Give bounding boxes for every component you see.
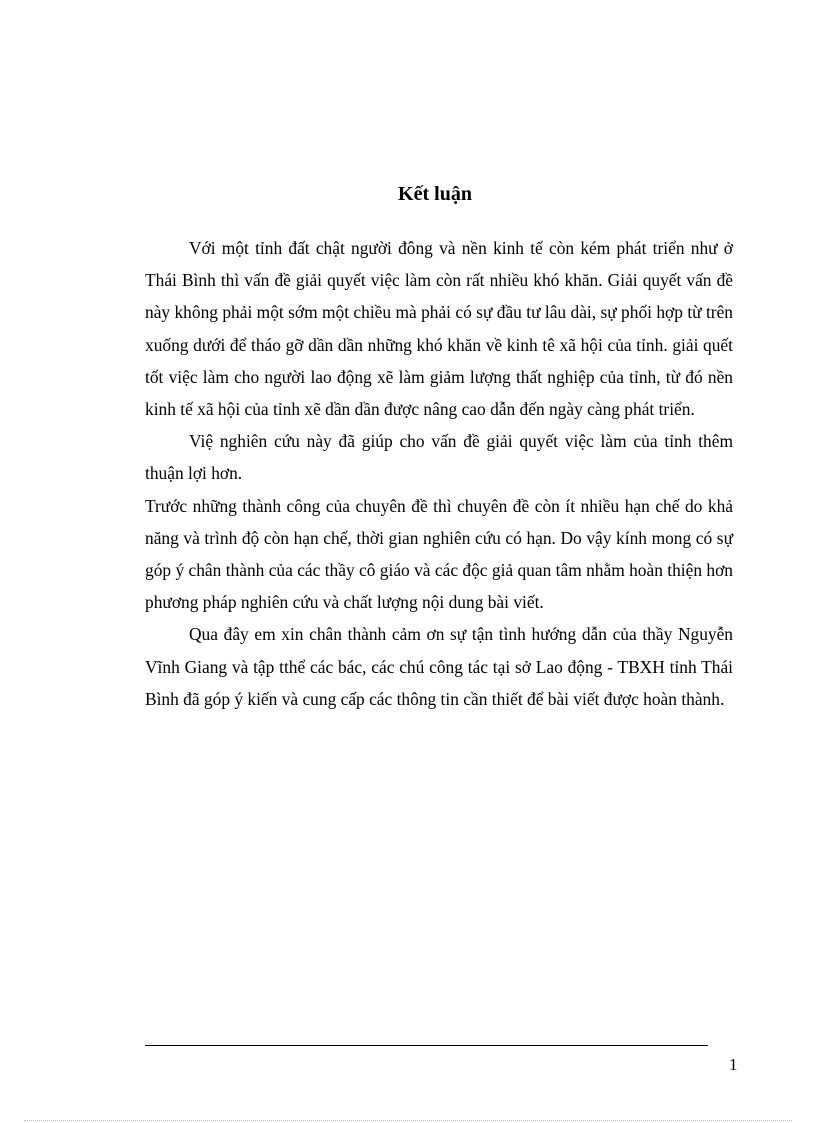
paragraph-research-benefit: Việ nghiên cứu này đã giúp cho vấn đề giải quyết việc làm của tỉnh thêm thuận lợi hơn. <box>145 431 733 484</box>
page-break-line <box>24 1120 792 1121</box>
paragraph-conclusion-summary: Với một tỉnh đất chật người đông và nền kinh tế còn kém phát triển như ở Thái Bình thì vấn đề giải quyết việc làm còn rất nhiều khó khăn. Giải quyết vấn đề này không phải một sớm một chiều mà phải có sự đầu tư lâu dài, sự phối hợp từ trên xuống dưới để tháo gỡ dần dần những khó khăn về kinh tê xã hội của tỉnh. giải quết tốt việc làm cho người lao động xẽ làm giảm lượng thất nghiệp của tỉnh, từ đó nền kinh tế xã hội của tỉnh xẽ dần dần được nâng cao dẫn đến ngày càng phát triển. <box>145 238 733 420</box>
page-title: Kết luận <box>398 183 472 205</box>
document-body <box>145 232 733 715</box>
paragraph-acknowledgements: Qua đây em xin chân thành cảm ơn sự tận tình hướng dẫn của thầy Nguyễn Vĩnh Giang và tập tthể các bác, các chú công tác tại sở Lao động - TBXH tỉnh Thái Bình đã góp ý kiến và cung cấp các thông tin cần thiết để bài viết được hoàn thành. <box>145 624 733 709</box>
footer-divider <box>145 1045 708 1046</box>
paragraph-limitations: Trước những thành công của chuyên đề thì chuyên đề còn ít nhiều hạn chế do khả năng và trình độ còn hạn chế, thời gian nghiên cứu có hạn. Do vậy kính mong có sự góp ý chân thành của các thầy cô giáo và các độc giả quan tâm nhằm hoàn thiện hơn phương pháp nghiên cứu và chất lượng nội dung bài viết. <box>145 495 733 613</box>
page-number: 1 <box>729 1055 738 1074</box>
